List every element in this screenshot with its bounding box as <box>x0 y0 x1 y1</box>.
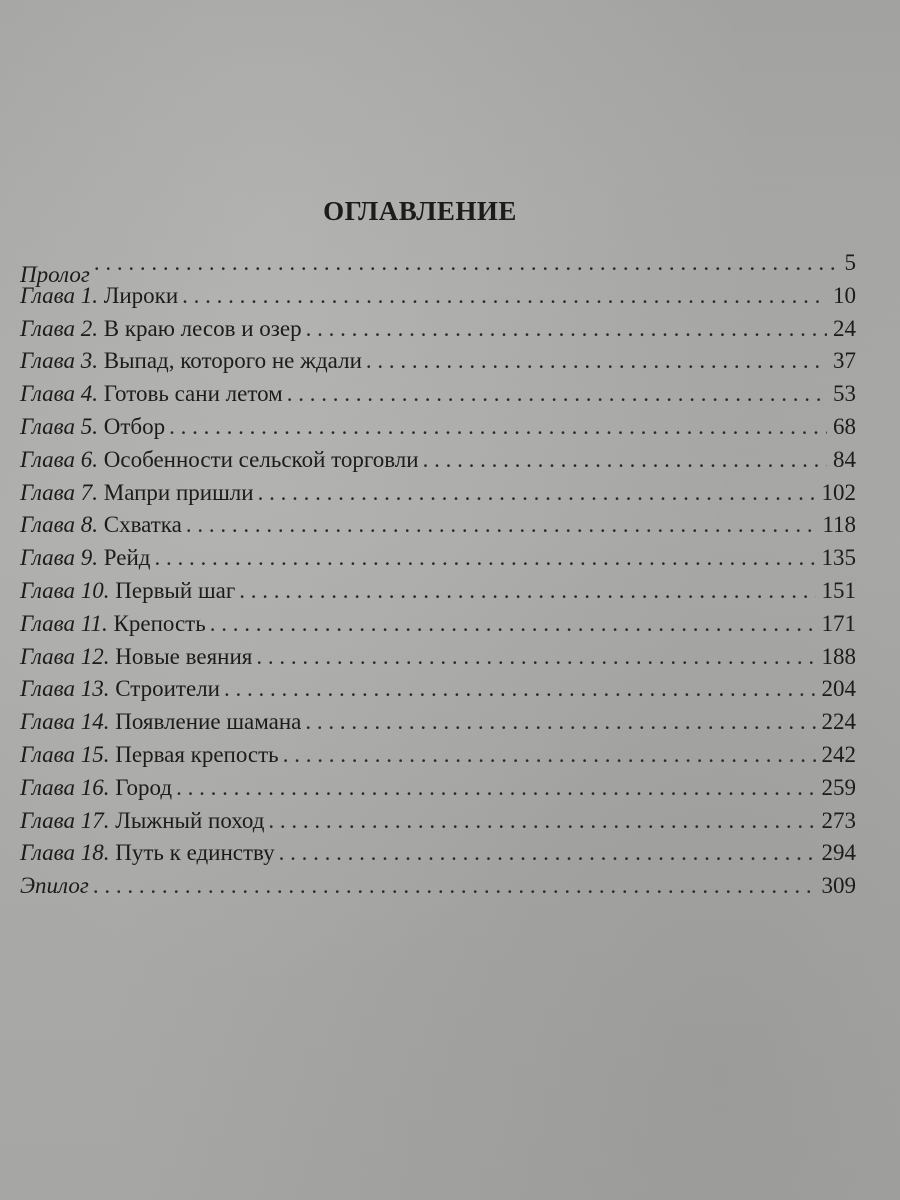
toc-chapter-number: Глава 12. <box>20 643 110 669</box>
dot-leader <box>93 873 816 899</box>
toc-chapter-name: Лироки <box>103 282 179 308</box>
dot-leader <box>268 808 815 834</box>
dot-leader <box>210 611 816 637</box>
toc-entry <box>20 407 856 440</box>
toc-entry <box>20 309 856 342</box>
dot-leader <box>305 709 815 735</box>
toc-chapter-number: Глава 14. <box>20 709 110 735</box>
toc-chapter-number: Глава 17. <box>20 807 110 833</box>
toc-chapter-number: Глава 9. <box>20 545 98 571</box>
toc-entry <box>20 670 856 703</box>
toc-entry <box>20 440 856 473</box>
table-of-contents <box>20 252 856 899</box>
toc-chapter-number: Глава 3. <box>20 348 98 374</box>
toc-chapter-name: Отбор <box>103 413 166 439</box>
toc-chapter-name: Новые веяния <box>115 643 253 669</box>
dot-leader <box>182 283 827 309</box>
toc-page-number: 242 <box>821 741 856 767</box>
toc-entry <box>20 768 856 801</box>
dot-leader <box>94 250 839 276</box>
dot-leader <box>176 775 815 801</box>
toc-entry <box>20 735 856 768</box>
toc-entry <box>20 473 856 506</box>
toc-page-number: 37 <box>833 348 856 374</box>
dot-leader <box>283 742 816 768</box>
dot-leader <box>287 381 827 407</box>
dot-leader <box>169 414 827 440</box>
toc-chapter-number: Глава 1. <box>20 282 98 308</box>
toc-page-number: 118 <box>822 512 856 538</box>
toc-page-number: 24 <box>833 315 856 341</box>
dot-leader <box>306 316 827 342</box>
toc-chapter-number: Глава 10. <box>20 577 110 603</box>
toc-page-number: 53 <box>833 381 856 407</box>
dot-leader <box>279 840 816 866</box>
toc-chapter-number: Пролог <box>20 262 90 287</box>
toc-chapter-number: Глава 5. <box>20 413 98 439</box>
toc-chapter-number: Глава 7. <box>20 479 98 505</box>
toc-page-number: 171 <box>821 610 856 636</box>
dot-leader <box>423 447 827 473</box>
toc-entry <box>20 342 856 375</box>
toc-entry <box>20 250 856 287</box>
toc-entry <box>20 866 856 899</box>
toc-chapter-name: В краю лесов и озер <box>103 315 302 341</box>
toc-chapter-name: Особенности сельской торговли <box>103 446 419 472</box>
toc-entry <box>20 374 856 407</box>
toc-page-number: 84 <box>833 446 856 472</box>
toc-entry-label <box>20 808 264 834</box>
toc-chapter-number: Глава 2. <box>20 315 98 341</box>
toc-entry-label <box>20 742 279 768</box>
toc-page-number: 188 <box>821 643 856 669</box>
toc-entry-label <box>20 316 302 342</box>
toc-entry-label <box>20 775 172 801</box>
toc-entry <box>20 506 856 539</box>
toc-chapter-name: Первая крепость <box>115 741 279 767</box>
dot-leader <box>239 578 815 604</box>
page-title: ОГЛАВЛЕНИЕ <box>323 196 517 226</box>
toc-entry <box>20 571 856 604</box>
toc-entry-label <box>20 262 90 288</box>
toc-entry <box>20 801 856 834</box>
toc-entry-label <box>20 447 419 473</box>
toc-chapter-name: Появление шамана <box>115 709 302 735</box>
toc-entry <box>20 637 856 670</box>
dot-leader <box>186 512 816 538</box>
dot-leader <box>224 676 816 702</box>
toc-chapter-name: Город <box>115 774 173 800</box>
toc-page-number: 273 <box>821 807 856 833</box>
toc-entry-label <box>20 348 362 374</box>
toc-chapter-number: Глава 11. <box>20 610 108 636</box>
toc-chapter-name: Строители <box>115 676 220 702</box>
toc-page-number: 294 <box>821 840 856 866</box>
toc-chapter-number: Глава 16. <box>20 774 110 800</box>
toc-entry-label <box>20 545 150 571</box>
toc-chapter-name: Выпад, которого не ждали <box>103 348 362 374</box>
toc-page-number: 259 <box>821 774 856 800</box>
toc-entry-label <box>20 414 165 440</box>
toc-chapter-number: Глава 18. <box>20 840 110 866</box>
toc-page-number: 309 <box>821 873 856 899</box>
toc-chapter-number: Эпилог <box>20 873 89 899</box>
toc-page-number: 5 <box>844 250 856 275</box>
toc-entry-label <box>20 512 182 538</box>
toc-page-number: 151 <box>821 577 856 603</box>
toc-page-number: 224 <box>821 709 856 735</box>
toc-entry-label <box>20 840 275 866</box>
toc-entry <box>20 604 856 637</box>
toc-chapter-name: Схватка <box>103 512 182 538</box>
dot-leader <box>256 644 815 670</box>
toc-chapter-number: Глава 4. <box>20 381 98 407</box>
toc-entry-label <box>20 611 206 637</box>
toc-entry <box>20 538 856 571</box>
toc-chapter-name: Мапри пришли <box>103 479 254 505</box>
toc-entry-label <box>20 676 220 702</box>
toc-entry <box>20 702 856 735</box>
toc-chapter-name: Готовь сани летом <box>103 381 283 407</box>
toc-chapter-name: Рейд <box>103 545 151 571</box>
toc-entry-label <box>20 578 235 604</box>
toc-chapter-name: Путь к единству <box>115 840 275 866</box>
toc-chapter-number: Глава 13. <box>20 676 110 702</box>
toc-page-number: 135 <box>821 545 856 571</box>
dot-leader <box>258 480 816 506</box>
toc-entry-label <box>20 381 283 407</box>
toc-entry <box>20 276 856 309</box>
dot-leader <box>154 545 815 571</box>
toc-page-number: 102 <box>821 479 856 505</box>
toc-entry <box>20 834 856 867</box>
toc-entry-label <box>20 873 89 899</box>
toc-entry-label <box>20 644 252 670</box>
toc-chapter-number: Глава 15. <box>20 741 110 767</box>
toc-chapter-name: Крепость <box>113 610 206 636</box>
toc-entry-label <box>20 480 254 506</box>
toc-chapter-number: Глава 8. <box>20 512 98 538</box>
dot-leader <box>366 348 827 374</box>
toc-page-number: 10 <box>833 282 856 308</box>
toc-chapter-name: Первый шаг <box>115 577 236 603</box>
toc-chapter-number: Глава 6. <box>20 446 98 472</box>
toc-chapter-name: Лыжный поход <box>115 807 265 833</box>
toc-entry-label <box>20 709 301 735</box>
toc-page-number: 204 <box>821 676 856 702</box>
toc-page-number: 68 <box>833 413 856 439</box>
